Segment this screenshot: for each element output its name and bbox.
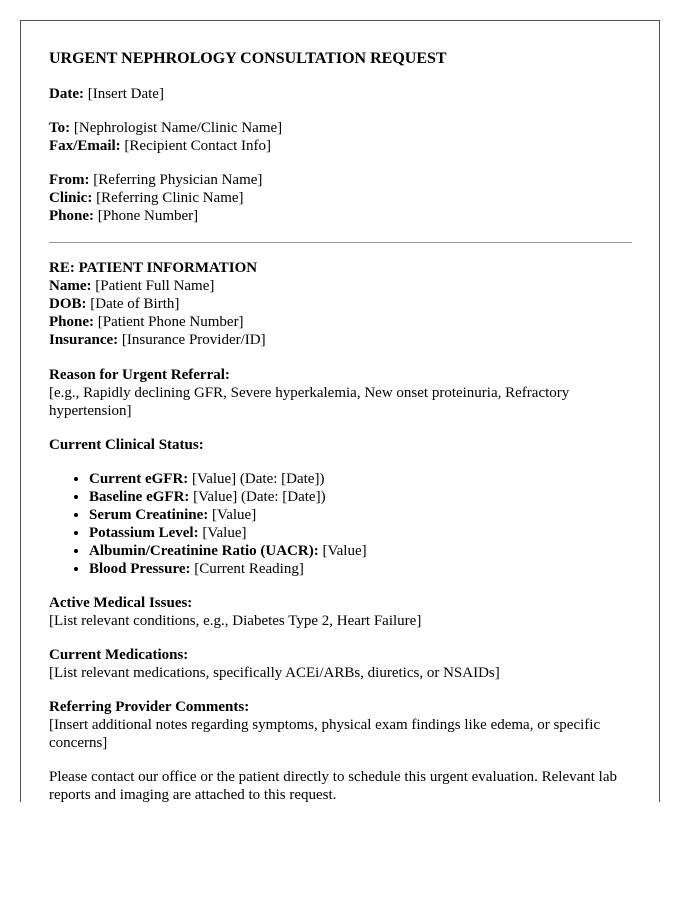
patient-dob-value: [Date of Birth] [86, 296, 180, 312]
date-line [49, 85, 639, 103]
patient-insurance-line [49, 331, 639, 349]
from-line [49, 171, 639, 189]
medications-heading: Current Medications: [49, 647, 189, 663]
medical-issues-text: [List relevant conditions, e.g., Diabetes Type 2, Heart Failure] [49, 613, 422, 629]
phone-label: Phone: [49, 208, 94, 224]
clinic-line [49, 189, 639, 207]
patient-insurance-value: [Insurance Provider/ID] [118, 332, 266, 348]
list-item [89, 506, 639, 524]
patient-phone-label: Phone: [49, 314, 94, 330]
document-content [49, 50, 639, 804]
status-label: Serum Creatinine: [89, 507, 209, 523]
to-value: [Nephrologist Name/Clinic Name] [70, 120, 283, 136]
reason-text: [e.g., Rapidly declining GFR, Severe hyperkalemia, New onset proteinuria, Refractory hypertension] [49, 385, 570, 419]
date-label: Date: [49, 86, 84, 102]
status-value: [Value] (Date: [Date]) [188, 471, 325, 487]
list-item [89, 524, 639, 542]
reason-heading: Reason for Urgent Referral: [49, 367, 230, 383]
from-label: From: [49, 172, 90, 188]
patient-phone-value: [Patient Phone Number] [94, 314, 244, 330]
clinical-status-list [49, 470, 639, 578]
status-value: [Current Reading] [190, 561, 304, 577]
patient-dob-label: DOB: [49, 296, 87, 312]
to-label: To: [49, 120, 71, 136]
status-value: [Value] [198, 525, 247, 541]
medical-issues-heading: Active Medical Issues: [49, 595, 193, 611]
status-label: Albumin/Creatinine Ratio (UACR): [89, 543, 319, 559]
fax-line [49, 137, 639, 155]
clinic-value: [Referring Clinic Name] [92, 190, 244, 206]
status-label: Current eGFR: [89, 471, 189, 487]
list-item [89, 542, 639, 560]
status-label: Potassium Level: [89, 525, 199, 541]
fax-value: [Recipient Contact Info] [120, 138, 272, 154]
document-title: URGENT NEPHROLOGY CONSULTATION REQUEST [49, 50, 447, 67]
clinic-label: Clinic: [49, 190, 93, 206]
patient-name-line [49, 277, 639, 295]
comments-text: [Insert additional notes regarding symptoms, physical exam findings like edema, or specific concerns] [49, 717, 601, 751]
status-label: Baseline eGFR: [89, 489, 190, 505]
patient-info-heading: RE: PATIENT INFORMATION [49, 260, 258, 276]
status-value: [Value] [318, 543, 367, 559]
status-value: [Value] (Date: [Date]) [189, 489, 326, 505]
clinical-status-heading: Current Clinical Status: [49, 437, 204, 453]
patient-insurance-label: Insurance: [49, 332, 119, 348]
status-label: Blood Pressure: [89, 561, 191, 577]
document-page [20, 20, 660, 802]
patient-phone-line [49, 313, 639, 331]
list-item [89, 470, 639, 488]
comments-heading: Referring Provider Comments: [49, 699, 250, 715]
to-line [49, 119, 639, 137]
from-value: [Referring Physician Name] [89, 172, 263, 188]
phone-value: [Phone Number] [94, 208, 199, 224]
patient-name-value: [Patient Full Name] [91, 278, 215, 294]
patient-dob-line [49, 295, 639, 313]
phone-line [49, 207, 639, 225]
closing-paragraph: Please contact our office or the patient directly to schedule this urgent evaluation. Relevant lab reports and imaging are attached to this request. [49, 769, 618, 803]
status-value: [Value] [208, 507, 257, 523]
list-item [89, 488, 639, 506]
date-value: [Insert Date] [83, 86, 164, 102]
medications-text: [List relevant medications, specifically ACEi/ARBs, diuretics, or NSAIDs] [49, 665, 500, 681]
list-item [89, 560, 639, 578]
patient-name-label: Name: [49, 278, 92, 294]
fax-label: Fax/Email: [49, 138, 121, 154]
